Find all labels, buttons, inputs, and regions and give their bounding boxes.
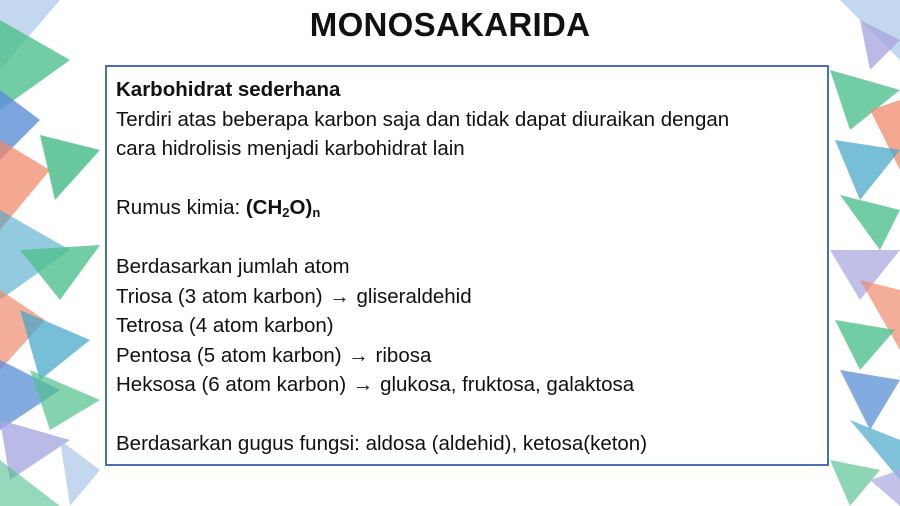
formula-text: [246, 196, 320, 219]
spacer: [116, 223, 817, 253]
decor-triangle: [30, 370, 100, 430]
formula-main: (CH: [245, 196, 283, 219]
atom-heading: Berdasarkan jumlah atom: [116, 255, 350, 278]
formula-mid: O): [289, 196, 313, 219]
formula-label: Rumus kimia:: [116, 196, 246, 219]
definition-line-1: Terdiri atas beberapa karbon saja dan tidak dapat diuraikan dengan: [116, 107, 730, 131]
decor-triangle: [40, 135, 100, 200]
heksosa-label: Heksosa (6 atom karbon): [116, 373, 347, 396]
arrow-right-icon: →: [329, 284, 350, 308]
gugus-fungsi-line: Berdasarkan gugus fungsi: aldosa (aldehid), ketosa(keton): [116, 432, 648, 455]
arrow-right-icon: →: [348, 343, 369, 367]
pentosa-example: ribosa: [375, 343, 432, 367]
decor-triangle: [60, 440, 100, 506]
list-item-tetrosa: Tetrosa (4 atom karbon): [116, 314, 334, 337]
arrow-right-icon: →: [352, 373, 374, 396]
decor-triangle: [835, 140, 900, 200]
list-item-pentosa: [116, 341, 817, 371]
triosa-example: gliseraldehid: [356, 284, 472, 308]
content-heading: Karbohidrat sederhana: [116, 78, 341, 101]
list-item-triosa: [116, 282, 817, 312]
slide-title: MONOSAKARIDA: [309, 6, 591, 43]
formula-subscript-n: n: [312, 205, 321, 220]
list-item-heksosa: [116, 370, 817, 400]
heksosa-example: glukosa, fruktosa, galaktosa: [380, 373, 635, 396]
pentosa-label: Pentosa (5 atom karbon): [116, 343, 342, 367]
decor-triangle: [835, 320, 895, 370]
decor-triangle: [830, 460, 880, 506]
content-box: [105, 65, 829, 466]
definition-line-2: cara hidrolisis menjadi karbohidrat lain: [116, 137, 465, 160]
triosa-label: Triosa (3 atom karbon): [116, 284, 323, 308]
decor-triangle: [840, 195, 900, 250]
spacer: [116, 164, 817, 194]
formula-line: [116, 193, 817, 223]
spacer: [116, 400, 817, 430]
decor-triangle: [840, 370, 900, 430]
formula-subscript-2: 2: [282, 205, 290, 220]
decor-triangle: [20, 310, 90, 380]
